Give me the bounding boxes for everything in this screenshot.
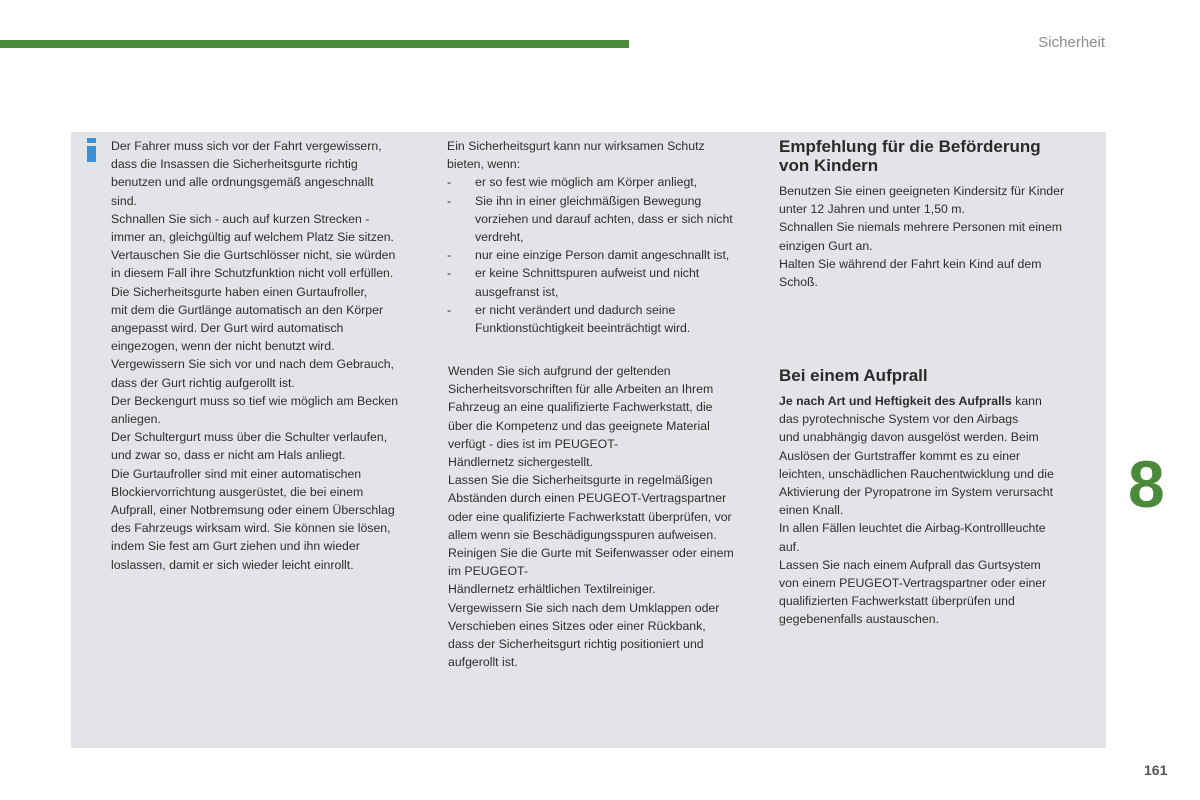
text-line: von einem PEUGEOT-Vertragspartner oder einer (779, 576, 1047, 591)
text-line: Fahrzeug an eine qualifizierte Fachwerkstatt, die (448, 400, 713, 415)
text-line: indem Sie fest am Gurt ziehen und ihn wieder (111, 539, 360, 554)
text-line: Auslösen der Gurtstraffer kommt es zu einer (779, 448, 1021, 463)
text-line: und unabhängig davon ausgelöst werden. Beim (779, 430, 1039, 445)
text-line: nur eine einzige Person damit angeschnallt ist, (475, 248, 730, 263)
text-line: vorziehen und darauf achten, dass er sich nicht (475, 211, 733, 226)
text-line: verdreht, (475, 230, 524, 245)
text-line: Benutzen Sie einen geeigneten Kindersitz für Kinder (779, 184, 1065, 198)
heading-impact: Bei einem Aufprall (779, 366, 928, 385)
text-line: Vertauschen Sie die Gurtschlösser nicht, sie würden (111, 248, 396, 263)
heading-child-transport (779, 137, 1099, 175)
heading-line: Empfehlung für die Beförderung (779, 137, 1041, 156)
bold-lead: Je nach Art und Heftigkeit des Aufpralls (779, 394, 1012, 408)
text-line: Der Beckengurt muss so tief wie möglich am Becken (111, 393, 399, 408)
text-line: Schnallen Sie niemals mehrere Personen mit einem (779, 220, 1062, 235)
page-number: 161 (1144, 762, 1168, 778)
text-line: des Fahrzeugs wirksam wird. Sie können sie lösen, (111, 521, 391, 536)
text-line: er so fest wie möglich am Körper anliegt, (475, 175, 698, 190)
text-line: loslassen, damit er sich wieder leicht einrollt. (111, 557, 354, 572)
text-line: Funktionstüchtigkeit beeinträchtigt wird. (475, 321, 691, 336)
lead-rest: kann (1011, 394, 1042, 408)
text-line: über die Kompetenz und das geeignete Material (448, 418, 710, 433)
column-1-text (111, 137, 429, 574)
text-line: dass der Sicherheitsgurt richtig positioniert und (448, 637, 704, 652)
text-line: oder eine qualifizierte Fachwerkstatt überprüfen, vor (448, 509, 732, 524)
list-dash: - (447, 302, 452, 317)
text-line: auf. (779, 539, 800, 554)
text-line: Verschieben eines Sitzes oder einer Rückbank, (448, 618, 706, 633)
heading-line: von Kindern (779, 156, 879, 175)
text-line: Lassen Sie nach einem Aufprall das Gurtsystem (779, 557, 1041, 572)
column-3-children (779, 182, 1097, 291)
text-line: immer an, gleichgültig auf welchem Platz Sie sitzen. (111, 230, 394, 245)
text-line: Ein Sicherheitsgurt kann nur wirksamen Schutz (447, 139, 705, 153)
list-item (447, 301, 765, 337)
text-line: gegebenenfalls austauschen. (779, 612, 939, 627)
chapter-number: 8 (1128, 447, 1165, 521)
text-line: Händlernetz sichergestellt. (448, 455, 593, 470)
info-icon (86, 138, 98, 164)
column-2-conditions (447, 137, 765, 337)
list-item (447, 192, 765, 247)
text-line: Die Gurtaufroller sind mit einer automatischen (111, 466, 362, 481)
text-line: er keine Schnittspuren aufweist und nicht (475, 266, 700, 281)
text-line: dass die Insassen die Sicherheitsgurte richtig (111, 157, 358, 172)
header-accent-bar (0, 40, 629, 48)
text-line: sind. (111, 193, 137, 208)
list-item (447, 264, 765, 300)
text-line: verfügt - dies ist im PEUGEOT- (448, 436, 619, 451)
text-line: benutzen und alle ordnungsgemäß angeschnallt (111, 175, 374, 190)
text-line: Aufprall, einer Notbremsung oder einem Überschlag (111, 503, 395, 518)
list-dash: - (447, 248, 452, 263)
text-line: das pyrotechnische System vor den Airbags (779, 412, 1019, 427)
text-line: einen Knall. (779, 503, 844, 518)
text-line: Vergewissern Sie sich nach dem Umklappen oder (448, 600, 720, 615)
text-line: einzigen Gurt an. (779, 238, 873, 253)
text-line: qualifizierten Fachwerkstatt überprüfen und (779, 594, 1015, 609)
text-line: anliegen. (111, 412, 161, 427)
text-line: Sicherheitsvorschriften für alle Arbeiten an Ihrem (448, 382, 714, 397)
list-dash: - (447, 193, 452, 208)
list-item (447, 246, 765, 264)
text-line: In allen Fällen leuchtet die Airbag-Kontrollleuchte (779, 521, 1046, 536)
text-line: Der Schultergurt muss über die Schulter verlaufen, (111, 430, 388, 445)
conditions-list (447, 173, 765, 337)
text-line: Sie ihn in einer gleichmäßigen Bewegung (475, 193, 702, 208)
text-line: und zwar so, dass er nicht am Hals anliegt. (111, 448, 346, 463)
text-line: ausgefranst ist, (475, 284, 559, 299)
text-line: Vergewissern Sie sich vor und nach dem Gebrauch, (111, 357, 394, 372)
text-line: Blockiervorrichtung ausgerüstet, die bei einem (111, 484, 364, 499)
text-line: bieten, wenn: (447, 157, 521, 172)
text-line: Schnallen Sie sich - auch auf kurzen Strecken - (111, 211, 370, 226)
column-2-maintenance (448, 362, 766, 671)
text-line: aufgerollt ist. (448, 655, 518, 670)
text-line: angepasst wird. Der Gurt wird automatisch (111, 321, 344, 336)
text-line: mit dem die Gurtlänge automatisch an den Körper (111, 302, 384, 317)
text-line: leichten, unschädlichen Rauchentwicklung und die (779, 466, 1054, 481)
text-line: Der Fahrer muss sich vor der Fahrt vergewissern, (111, 139, 382, 153)
text-line: im PEUGEOT- (448, 564, 528, 579)
list-item (447, 173, 765, 191)
text-line: Reinigen Sie die Gurte mit Seifenwasser oder einem (448, 546, 734, 561)
text-line (779, 392, 1097, 410)
text-line: in diesem Fall ihre Schutzfunktion nicht voll erfüllen. (111, 266, 394, 281)
text-line: dass der Gurt richtig aufgerollt ist. (111, 375, 295, 390)
list-dash: - (447, 175, 452, 190)
text-line: Wenden Sie sich aufgrund der geltenden (448, 364, 671, 378)
text-line: Schoß. (779, 275, 818, 290)
text-line: er nicht verändert und dadurch seine (475, 302, 676, 317)
text-line: Händlernetz erhältlichen Textilreiniger. (448, 582, 656, 597)
text-line: allem wenn sie Beschädigungsspuren aufweisen. (448, 527, 717, 542)
text-line: Lassen Sie die Sicherheitsgurte in regelmäßigen (448, 473, 713, 488)
text-line: unter 12 Jahren und unter 1,50 m. (779, 202, 965, 217)
text-line: Abständen durch einen PEUGEOT-Vertragspartner (448, 491, 727, 506)
text-line: Halten Sie während der Fahrt kein Kind auf dem (779, 256, 1042, 271)
section-title: Sicherheit (1038, 34, 1105, 51)
text-line: Aktivierung der Pyropatrone im System verursacht (779, 485, 1054, 500)
list-dash: - (447, 266, 452, 281)
column-3-impact (779, 392, 1097, 629)
text-line: Die Sicherheitsgurte haben einen Gurtaufroller, (111, 284, 368, 299)
text-line: eingezogen, wenn der nicht benutzt wird. (111, 339, 335, 354)
